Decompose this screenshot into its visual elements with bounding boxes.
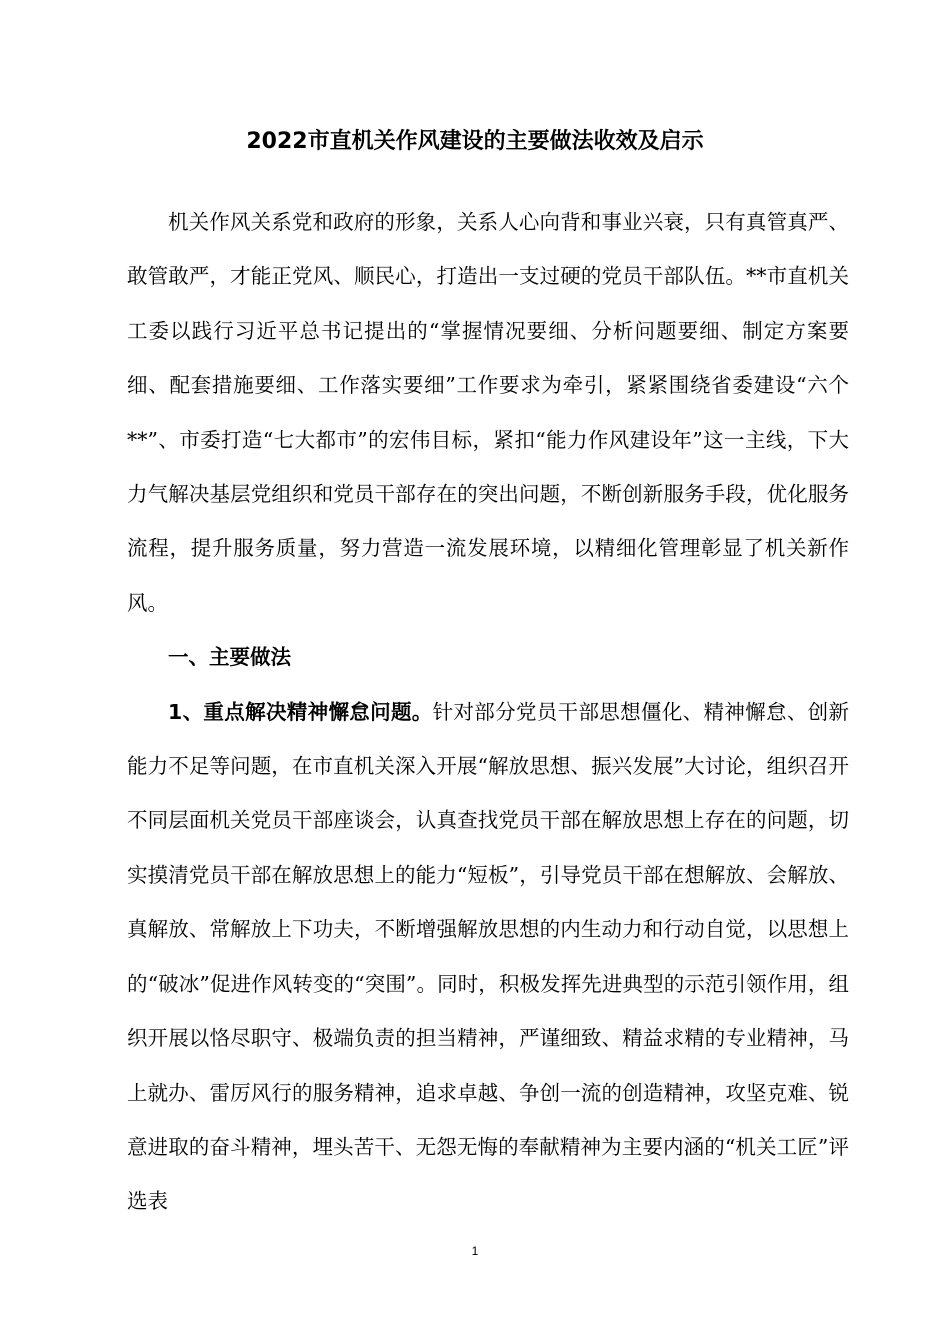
item-paragraph <box>127 685 849 1229</box>
page-number: 1 <box>471 1244 479 1258</box>
item-text: 针对部分党员干部思想僵化、精神懈怠、创新能力不足等问题，在市直机关深入开展“解放思想、振兴发展”大讨论，组织召开不同层面机关党员干部座谈会，认真查找党员干部在解放思想上存在的问题，切实摸清党员干部在解放思想上的能力“短板”，引导党员干部在想解放、会解放、真解放、常解放上下功夫，不断增强解放思想的内生动力和行动自觉，以思想上的“破冰”促进作风转变的“突围”。同时，积极发挥先进典型的示范引领作用，组织开展以恪尽职守、极端负责的担当精神，严谨细致、精益求精的专业精神，马上就办、雷厉风行的服务精神，追求卓越、争创一流的创造精神，攻坚克难、锐意进取的奋斗精神，埋头苦干、无怨无悔的奉献精神为主要内涵的“机关工匠”评选表 <box>127 699 849 1214</box>
item-lead: 1、重点解决精神懈怠问题。 <box>168 699 433 724</box>
intro-paragraph: 机关作风关系党和政府的形象，关系人心向背和事业兴衰，只有真管真严、敢管敢严，才能正党风、顺民心，打造出一支过硬的党员干部队伍。**市直机关工委以践行习近平总书记提出的“掌握情况要细、分析问题要细、制定方案要细、配套措施要细、工作落实要细”工作要求为牵引，紧紧围绕省委建设“六个**”、市委打造“七大都市”的宏伟目标，紧扣“能力作风建设年”这一主线，下大力气解决基层党组织和党员干部存在的突出问题，不断创新服务手段，优化服务流程，提升服务质量，努力营造一流发展环境，以精细化管理彰显了机关新作风。 <box>127 210 849 615</box>
section-heading: 一、主要做法 <box>168 645 291 670</box>
document-body <box>127 195 849 1229</box>
document-title: 2022市直机关作风建设的主要做法收效及启示 <box>246 129 704 154</box>
